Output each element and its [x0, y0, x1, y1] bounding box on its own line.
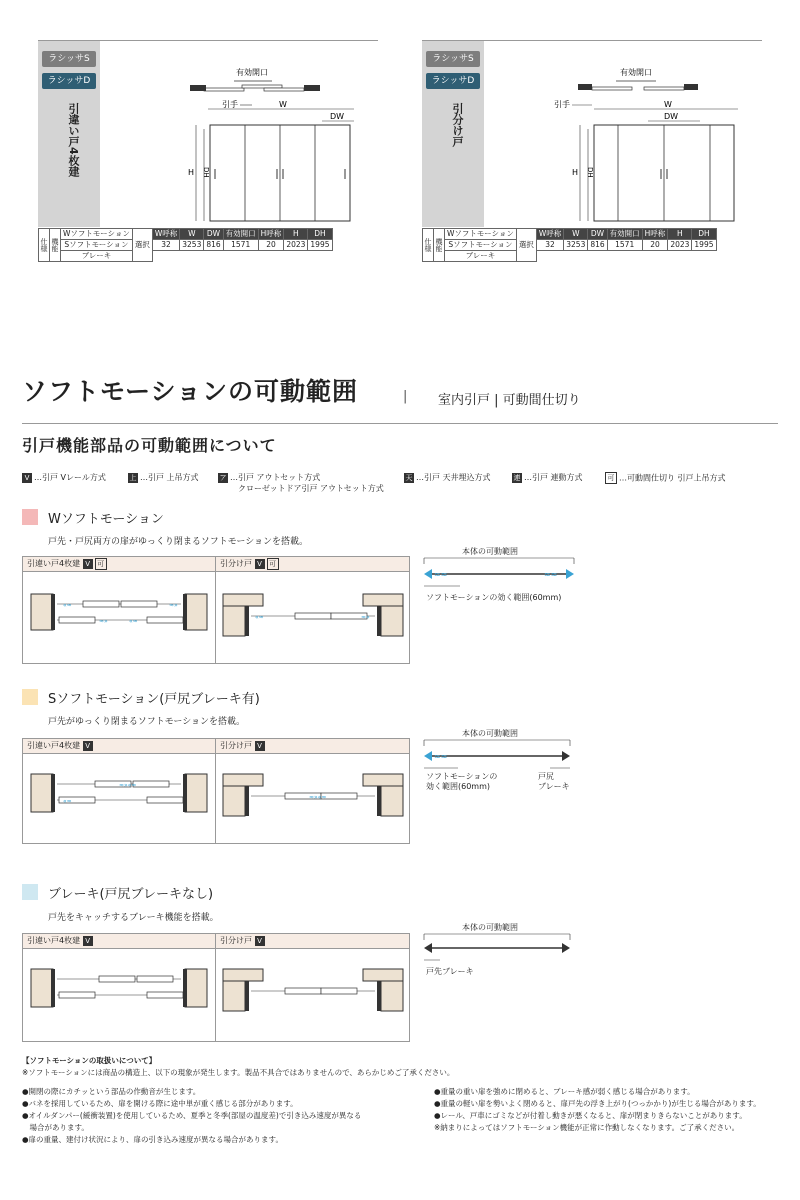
note-item: 場合があります。	[22, 1123, 89, 1132]
range-note: 戸先ブレーキ	[426, 967, 474, 976]
panel-label-split: 引分け戸 V	[220, 739, 267, 753]
svg-text:«≈: «≈	[255, 614, 264, 621]
spec-value: 3253	[564, 240, 588, 251]
dw-label: DW	[330, 112, 345, 121]
door-elevation-drawing	[488, 59, 760, 225]
note-item: ●開閉の際にカチッという部品の作動音が生じます。	[22, 1087, 201, 1096]
spec-func-label: 機能	[434, 229, 445, 262]
spec-value: 32	[536, 240, 563, 251]
range-diagram-panel	[22, 738, 410, 844]
linked-icon: 連	[513, 473, 521, 482]
notes-right	[434, 1086, 761, 1134]
spec-header: W呼称	[152, 229, 179, 240]
badge-lasissa-s: ラシッサS	[42, 51, 96, 67]
spec-table	[38, 228, 333, 262]
svg-text:≈»«≈: ≈»«≈	[119, 782, 137, 789]
spec-value: 1995	[692, 240, 716, 251]
spec-card-split	[422, 40, 762, 265]
note-item: ●オイルダンパー(緩衝装置)を使用しているため、夏季と冬季(部屋の温度差)で引き込み速度が異なる	[22, 1111, 362, 1120]
notes-left	[22, 1086, 361, 1146]
svg-text:≈»: ≈»	[99, 618, 108, 625]
badge-lasissa-d: ラシッサD	[42, 73, 96, 89]
panel-label-split: 引分け戸 V	[220, 934, 267, 948]
range-title: 本体の可動範囲	[462, 729, 518, 738]
spec-header: DH	[308, 229, 332, 240]
spec-header: H呼称	[642, 229, 668, 240]
note-item: ●重量の軽い扉を勢いよく閉めると、扉戸先の浮き上がり(つっかかり)が生じる場合があります。	[434, 1099, 761, 1108]
spec-value: 20	[642, 240, 668, 251]
spec-item: Sソフトモーション	[445, 240, 517, 251]
spec-value: 20	[258, 240, 284, 251]
card-sidebar	[38, 41, 100, 227]
panel-label-4-panel: 引違い戸4枚建 V	[27, 739, 95, 753]
badge-lasissa-s: ラシッサS	[426, 51, 480, 67]
range-note: 戸尻	[538, 772, 554, 781]
door-plan-diagram	[23, 572, 409, 662]
range-note: ソフトモーションの	[426, 772, 498, 781]
badge-lasissa-d: ラシッサD	[426, 73, 480, 89]
panel-label-4-panel: 引違い戸4枚建 V	[27, 934, 95, 948]
card-title: 引分け戸	[451, 103, 464, 147]
section-description: 戸先・戸尻両方の扉がゆっくり閉まるソフトモーションを搭載。	[48, 537, 309, 547]
note-item: ●扉の重量、建付け状況により、扉の引き込み速度が異なる場合があります。	[22, 1135, 283, 1144]
note-item: ●バネを採用しているため、扉を開ける際に途中単が重く感じる部分があります。	[22, 1099, 298, 1108]
section-color-marker	[22, 509, 38, 525]
notes-intro: ※ソフトモーションには商品の構造上、以下の現象が発生します。製品不具合ではありませんので、あらかじめご了承ください。	[22, 1068, 455, 1077]
ceiling-embed-icon: 天	[405, 473, 413, 482]
spec-func-label: 機能	[50, 229, 61, 262]
spec-item: Wソフトモーション	[445, 229, 517, 240]
dh-label: DH	[202, 167, 210, 178]
note-item: ●重量の重い扉を強めに閉めると、ブレーキ感が弱く感じる場合があります。	[434, 1087, 695, 1096]
svg-text:≈≈: ≈≈	[434, 570, 448, 579]
spec-item: Wソフトモーション	[61, 229, 133, 240]
spec-value: 32	[152, 240, 179, 251]
svg-text:«≈: «≈	[63, 602, 72, 609]
spec-value: 816	[588, 240, 607, 251]
section-title: Sソフトモーション(戸尻ブレーキ有)	[48, 692, 260, 707]
spec-header: H	[284, 229, 308, 240]
section-title: ブレーキ(戸尻ブレーキなし)	[48, 887, 214, 902]
title-separator: |	[403, 389, 408, 404]
spec-select-label: 選択	[132, 229, 152, 262]
svg-text:≈≈: ≈≈	[434, 752, 448, 761]
spec-value: 1571	[223, 240, 258, 251]
dh-label: DH	[586, 167, 594, 178]
spec-value: 1995	[308, 240, 332, 251]
spec-side-label: 仕様	[39, 229, 50, 262]
panel-label-4-panel: 引違い戸4枚建 V 可	[27, 557, 109, 571]
range-diagram-panel	[22, 933, 410, 1042]
section-description: 戸先がゆっくり閉まるソフトモーションを搭載。	[48, 717, 246, 727]
note-item: ※納まりによってはソフトモーション機能が正常に作動しなくなります。ご了承ください。	[434, 1123, 740, 1132]
effective-opening-label: 有効開口	[620, 68, 652, 77]
dw-label: DW	[664, 112, 679, 121]
page-title: ソフトモーションの可動範囲	[22, 377, 359, 406]
spec-header: DW	[204, 229, 223, 240]
spec-value: 1571	[607, 240, 642, 251]
spec-card-4-panel	[38, 40, 378, 265]
card-sidebar	[422, 41, 484, 227]
notes-title: 【ソフトモーションの取扱いについて】	[22, 1056, 157, 1065]
card-title: 引違い戸4枚建	[67, 103, 80, 177]
w-label: W	[279, 100, 287, 109]
range-title: 本体の可動範囲	[462, 547, 518, 556]
spec-header: H呼称	[258, 229, 284, 240]
spec-header: DW	[588, 229, 607, 240]
svg-text:«≈: «≈	[63, 798, 72, 805]
legend-item: 天 …引戸 天井埋込方式	[405, 473, 491, 482]
spec-header: W	[180, 229, 204, 240]
spec-select-label: 選択	[516, 229, 536, 262]
panel-label-split: 引分け戸 V 可	[220, 557, 281, 571]
door-plan-diagram	[23, 949, 409, 1039]
handle-label: 引手	[222, 100, 238, 109]
range-diagram-panel	[22, 556, 410, 664]
legend-item: 可 …可動間仕切り 引戸上吊方式	[605, 472, 726, 484]
h-label: H	[188, 168, 195, 177]
legend-item: V …引戸 Vレール方式	[22, 472, 106, 483]
legend-item: 上 …引戸 上吊方式	[129, 473, 199, 482]
svg-text:≈»«≈: ≈»«≈	[309, 794, 327, 801]
range-note: ソフトモーションの効く範囲(60mm)	[426, 593, 562, 602]
spec-value: 3253	[180, 240, 204, 251]
section-color-marker	[22, 884, 38, 900]
effective-opening-label: 有効開口	[236, 68, 268, 77]
section-heading: 引戸機能部品の可動範囲について	[22, 436, 277, 455]
section-title: Wソフトモーション	[48, 512, 164, 527]
section-description: 戸先をキャッチするブレーキ機能を搭載。	[48, 913, 219, 923]
spec-header: W	[564, 229, 588, 240]
movable-partition-icon: 可	[605, 472, 617, 484]
v-rail-icon: V	[22, 473, 32, 483]
spec-table	[422, 228, 717, 262]
svg-text:«≈: «≈	[129, 618, 138, 625]
h-label: H	[572, 168, 579, 177]
outset-icon: ア	[219, 473, 227, 482]
svg-text:≈≈: ≈≈	[544, 570, 558, 579]
spec-header: 有効開口	[223, 229, 258, 240]
spec-header: 有効開口	[607, 229, 642, 240]
handle-label: 引手	[554, 100, 570, 109]
spec-item: Sソフトモーション	[61, 240, 133, 251]
range-note: 効く範囲(60mm)	[426, 782, 491, 791]
spec-side-label: 仕様	[423, 229, 434, 262]
spec-value: 2023	[284, 240, 308, 251]
svg-text:≈»: ≈»	[169, 602, 178, 609]
spec-value: 2023	[668, 240, 692, 251]
spec-header: H	[668, 229, 692, 240]
range-note: ブレーキ	[538, 782, 570, 791]
spec-header: W呼称	[536, 229, 563, 240]
door-elevation-drawing	[104, 59, 376, 225]
range-title: 本体の可動範囲	[462, 923, 518, 932]
legend-item: ア …引戸 アウトセット方式 クローゼットドア引戸 アウトセット方式	[219, 473, 384, 493]
door-plan-diagram	[23, 754, 409, 842]
note-item: ●レール、戸車にゴミなどが付着し動きが悪くなると、扉が閉まりきらないことがあります。	[434, 1111, 747, 1120]
svg-text:≈»: ≈»	[361, 614, 370, 621]
w-label: W	[664, 100, 672, 109]
top-hung-icon: 上	[129, 473, 137, 482]
divider	[22, 423, 778, 424]
spec-item: ブレーキ	[445, 251, 517, 262]
legend-item: 連 …引戸 連動方式	[513, 473, 583, 482]
page-subtitle: 室内引戸 | 可動間仕切り	[438, 393, 581, 408]
section-color-marker	[22, 689, 38, 705]
spec-item: ブレーキ	[61, 251, 133, 262]
spec-header: DH	[692, 229, 716, 240]
spec-value: 816	[204, 240, 223, 251]
